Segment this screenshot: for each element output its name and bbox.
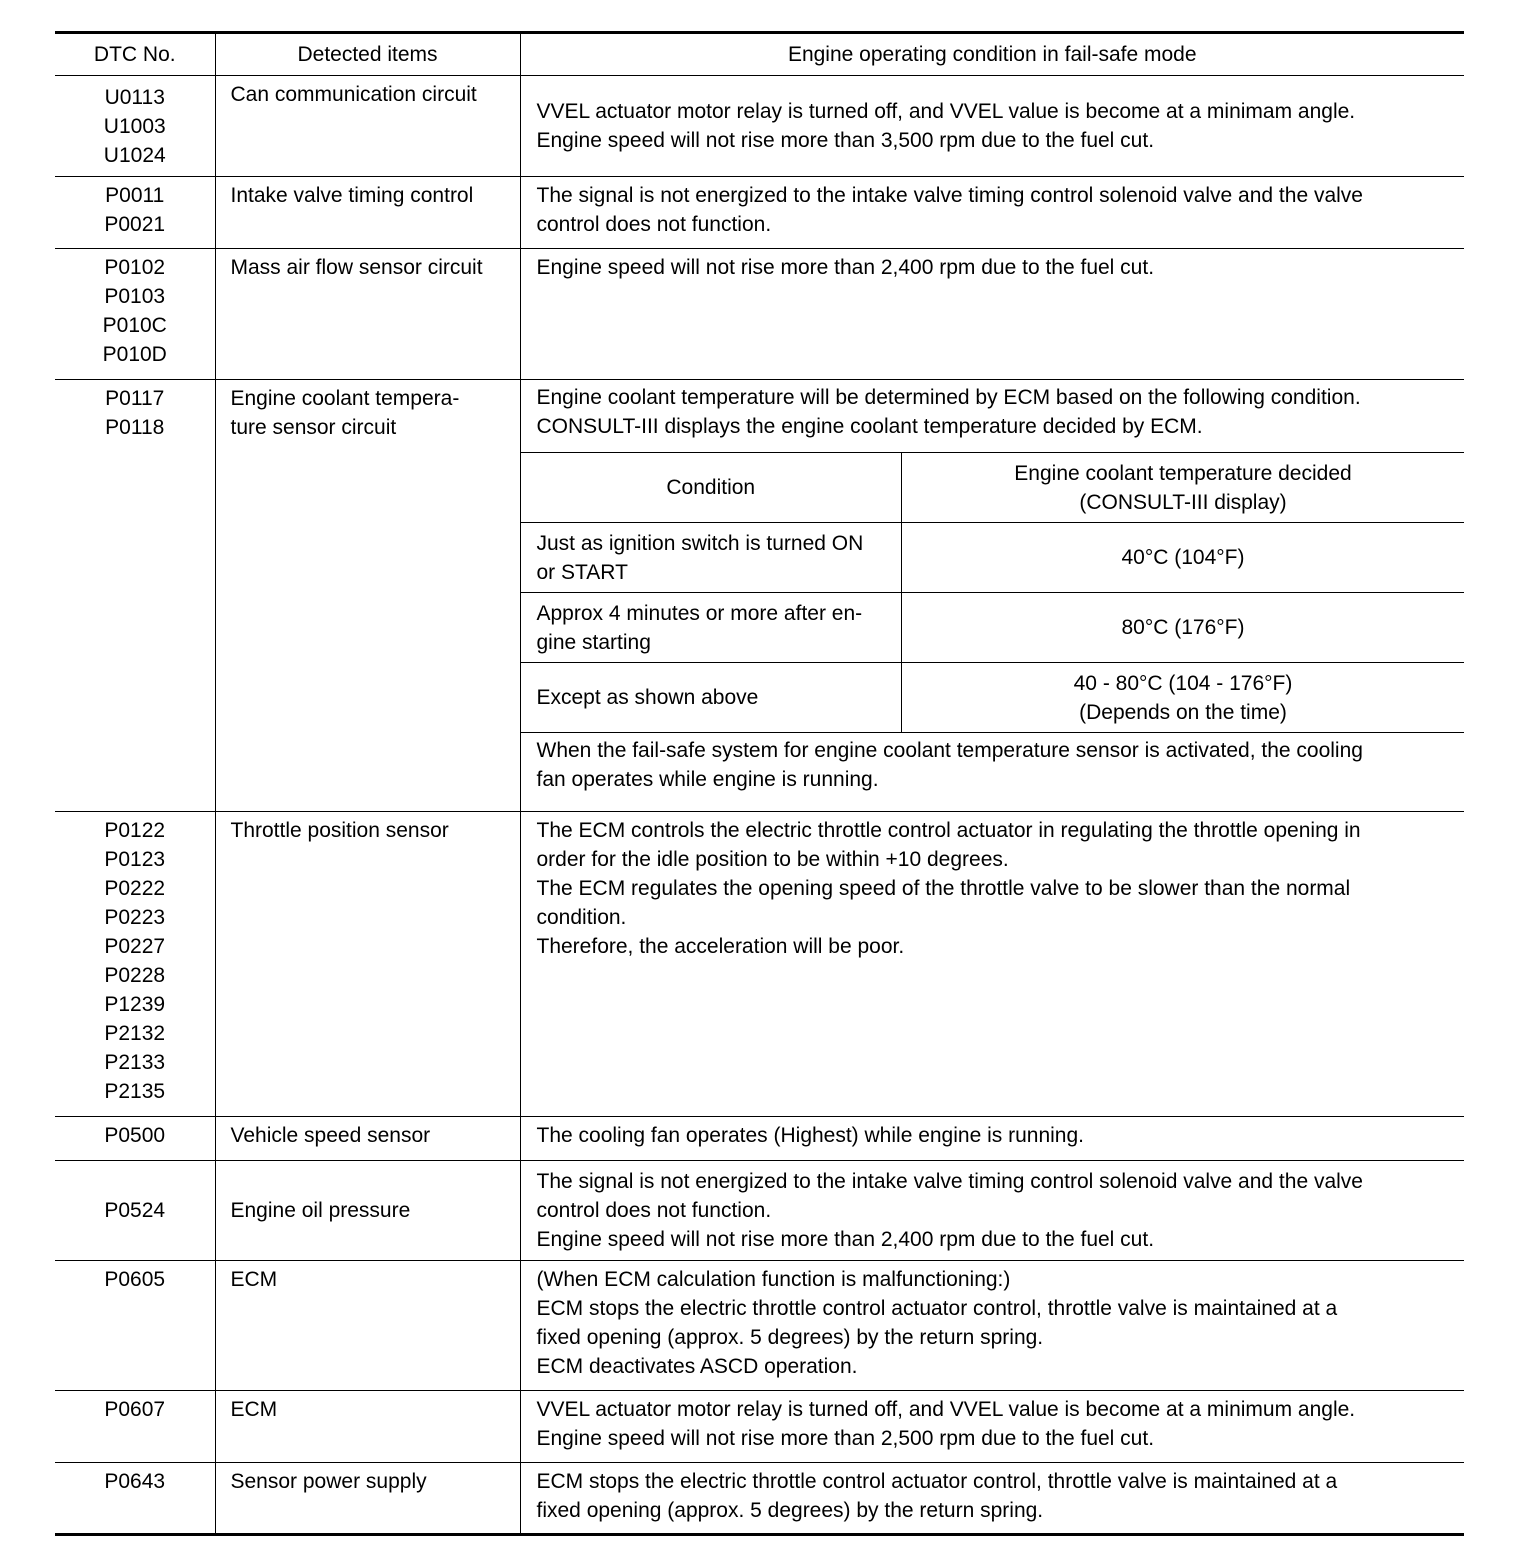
- item-cell: Throttle position sensor: [215, 812, 520, 1117]
- item-cell: Engine oil pressure: [215, 1161, 520, 1261]
- header-dtc: DTC No.: [55, 33, 215, 76]
- subheader-condition: Condition: [521, 453, 902, 523]
- subheader-temperature: Engine coolant temperature decided (CONSULT-III display): [902, 453, 1465, 523]
- temperature-cell: 40 - 80°C (104 - 176°F) (Depends on the time): [902, 663, 1465, 733]
- table-row: [55, 76, 1464, 177]
- desc-cell: ECM stops the electric throttle control actuator control, throttle valve is maintained at a fixed opening (approx. 5 degrees) by the return spring.: [520, 1463, 1464, 1535]
- condition-cell: Just as ignition switch is turned ON or START: [521, 523, 902, 593]
- fail-safe-table: [55, 31, 1464, 1536]
- dtc-cell: P0643: [55, 1463, 215, 1535]
- condition-cell: Approx 4 minutes or more after en- gine starting: [521, 593, 902, 663]
- table-row: [55, 177, 1464, 249]
- dtc-cell: P0011 P0021: [55, 177, 215, 249]
- desc-cell: The ECM controls the electric throttle control actuator in regulating the throttle opening in order for the idle position to be within +10 degrees. The ECM regulates the opening speed of the throttle valve to be slower than the normal condition. Therefore, the acceleration will be poor.: [520, 812, 1464, 1117]
- condition-cell: Except as shown above: [521, 663, 902, 733]
- subtable-row: [521, 523, 1465, 593]
- item-cell: Engine coolant tempera- ture sensor circuit: [215, 380, 520, 812]
- temperature-cell: 80°C (176°F): [902, 593, 1465, 663]
- desc-cell: The signal is not energized to the intake valve timing control solenoid valve and the valve control does not function.: [520, 177, 1464, 249]
- table-row: [55, 1261, 1464, 1391]
- desc-cell: Engine speed will not rise more than 2,400 rpm due to the fuel cut.: [520, 249, 1464, 380]
- item-cell: Intake valve timing control: [215, 177, 520, 249]
- temperature-cell: 40°C (104°F): [902, 523, 1465, 593]
- desc-cell: The signal is not energized to the intake valve timing control solenoid valve and the valve control does not function. Engine speed will not rise more than 2,400 rpm due to the fuel cut.: [520, 1161, 1464, 1261]
- subtable-header: [521, 453, 1465, 523]
- item-cell: Can communication circuit: [215, 76, 520, 177]
- coolant-footer: When the fail-safe system for engine coolant temperature sensor is activated, the cooling fan operates while engine is running.: [536, 739, 1363, 791]
- dtc-cell: P0117 P0118: [55, 380, 215, 812]
- dtc-cell: P0500: [55, 1117, 215, 1161]
- item-cell: Mass air flow sensor circuit: [215, 249, 520, 380]
- desc-cell: (When ECM calculation function is malfunctioning:) ECM stops the electric throttle control actuator control, throttle valve is maintained at a fixed opening (approx. 5 degrees) by the return spring. ECM deactivates ASCD operation.: [520, 1261, 1464, 1391]
- subtable-row: [521, 593, 1465, 663]
- table-row: [55, 249, 1464, 380]
- table-row: [55, 812, 1464, 1117]
- coolant-intro: Engine coolant temperature will be determined by ECM based on the following condition. CONSULT-III displays the engine coolant temperature decided by ECM.: [536, 386, 1361, 438]
- desc-cell: VVEL actuator motor relay is turned off, and VVEL value is become at a minimum angle. Engine speed will not rise more than 2,500 rpm due to the fuel cut.: [520, 1391, 1464, 1463]
- coolant-subtable: [521, 452, 1465, 733]
- dtc-cell: P0122 P0123 P0222 P0223 P0227 P0228 P1239 P2132 P2133 P2135: [55, 812, 215, 1117]
- dtc-cell: U0113 U1003 U1024: [55, 76, 215, 177]
- dtc-cell: P0524: [55, 1161, 215, 1261]
- item-cell: ECM: [215, 1391, 520, 1463]
- table-row: [55, 1117, 1464, 1161]
- desc-cell: VVEL actuator motor relay is turned off, and VVEL value is become at a minimam angle. Engine speed will not rise more than 3,500 rpm due to the fuel cut.: [520, 76, 1464, 177]
- table-row: [55, 1161, 1464, 1261]
- item-cell: Vehicle speed sensor: [215, 1117, 520, 1161]
- item-cell: Sensor power supply: [215, 1463, 520, 1535]
- desc-cell: [520, 380, 1464, 812]
- table-row: [55, 1463, 1464, 1535]
- header-condition: Engine operating condition in fail-safe mode: [520, 33, 1464, 76]
- item-cell: ECM: [215, 1261, 520, 1391]
- table-header: [55, 33, 1464, 76]
- subtable-row: [521, 663, 1465, 733]
- dtc-cell: P0605: [55, 1261, 215, 1391]
- table-row: [55, 1391, 1464, 1463]
- table-row: [55, 380, 1464, 812]
- header-items: Detected items: [215, 33, 520, 76]
- dtc-cell: P0102 P0103 P010C P010D: [55, 249, 215, 380]
- desc-cell: The cooling fan operates (Highest) while engine is running.: [520, 1117, 1464, 1161]
- dtc-cell: P0607: [55, 1391, 215, 1463]
